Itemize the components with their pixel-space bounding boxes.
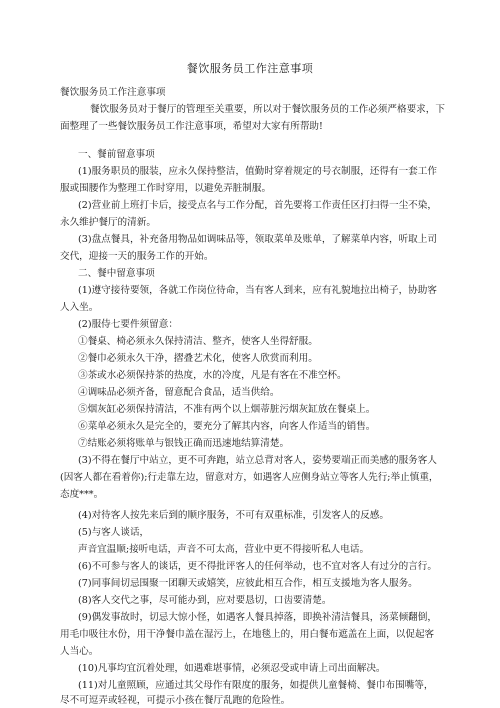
- paragraph-line: 永久维护餐厅的清新。: [60, 217, 156, 228]
- list-item: ⑦结账必须将账单与银钱正确而迅速地结算清楚。: [78, 438, 290, 449]
- list-item: ⑥菜单必须永久是完全的，要充分了解其内容，向客人作适当的销售。: [78, 421, 376, 432]
- paragraph-line: 尽不可逗弄或轻视，可提示小孩在餐厅乱跑的危险性。: [60, 695, 291, 706]
- list-item: ③茶或水必须保持茶的热度，水的冷度，凡是有客在不准空杯。: [78, 370, 347, 381]
- paragraph-line: (7)同事间切忌围聚一团聊天或嬉笑，应彼此相互合作，相互支援地为客人服务。: [78, 578, 418, 589]
- paragraph-line: 人入坐。: [60, 302, 99, 313]
- section-heading: 二、餐中留意事项: [78, 268, 155, 279]
- intro-line: 面整理了一些餐饮服务员工作注意事项，希望对大家有所帮助!: [60, 121, 323, 132]
- section-heading: 一、餐前留意事项: [78, 149, 155, 160]
- paragraph-line: (4)对待客人按先来后到的顺序服务，不可有双重标准，引发客人的反感。: [78, 510, 389, 521]
- list-item: ④调味品必须齐备，留意配合食品，适当供给。: [78, 387, 280, 398]
- paragraph-line: 服或围腰作为整理工作时穿用，以避免弄脏制服。: [60, 183, 272, 194]
- document-title: 餐饮服务员工作注意事项: [186, 62, 314, 75]
- paragraph-line: (1)服务职员的服装，应永久保持整洁，值勤时穿着规定的号衣制服，还得有一套工作: [78, 166, 437, 177]
- intro-line: 餐饮服务员对于餐厅的管理至关重要，所以对于餐饮服务员的工作必须严格要求，下: [90, 104, 445, 115]
- list-item: ①餐桌、椅必须永久保持清洁、整齐，使客人坐得舒服。: [78, 336, 318, 347]
- paragraph-line: (8)客人交代之事，尽可能办到，应对要恳切，口齿要清楚。: [78, 595, 332, 606]
- paragraph-line: (5)与客人谈话，: [78, 527, 150, 538]
- paragraph-line: (2)营业前上班打卡后，接受点名与工作分配，首先要将工作责任区打扫得一尘不染，: [78, 200, 437, 211]
- paragraph-line: (6)不可参与客人的谈话，更不得批评客人的任何举动，也不宜对客人有过分的言行。: [78, 561, 437, 572]
- paragraph-line: 态度***。: [60, 489, 104, 500]
- paragraph-line: (3)不得在餐厅中站立，更不可奔跑，站立总背对客人，姿势要端正而美感的服务客人: [78, 455, 437, 466]
- list-item: ⑤烟灰缸必须保持清洁，不准有两个以上烟蒂脏污烟灰缸放在餐桌上。: [78, 404, 376, 415]
- paragraph-line: 用毛巾吸往水份，用干净餐巾盖在湿污上，在地毯上的，用白餐布遮盖在上面，以促起客: [60, 629, 435, 640]
- paragraph-line: 声音宜温顺;接听电话，声音不可太高，营业中更不得接听私人电话。: [78, 544, 370, 555]
- list-item: ②餐巾必须永久干净，摺叠艺术化，使客人欣赏而利用。: [78, 353, 318, 364]
- paragraph-line: (因客人都在看着你);行走靠左边，留意对方，如遇客人应侧身站立等客人先行;举止慎重，: [60, 472, 439, 483]
- paragraph-line: (11)对儿童照顾，应通过其父母作有限度的服务，如提供儿童餐椅、餐巾布围嘴等，: [78, 680, 434, 691]
- subtitle: 餐饮服务员工作注意事项: [60, 87, 166, 98]
- paragraph-line: 人当心。: [60, 646, 99, 657]
- paragraph-line: (1)遵守接待要领，各就工作岗位待命，当有客人到来，应有礼貌地拉出椅子，协助客: [78, 285, 437, 296]
- paragraph-line: (3)盘点餐具，补充备用物品如调味品等，领取菜单及账单，了解菜单内容，听取上司: [78, 234, 437, 245]
- paragraph-line: (9)偶发事故时，切忌大惊小怪，如遇客人餐具掉落，即换补清洁餐具，汤菜倾翻倒，: [78, 612, 437, 623]
- paragraph-line: (2)服侍七要件须留意：: [78, 319, 178, 330]
- paragraph-line: (10)凡事均宜沉着处理，如遇难堪事情，必须忍受或申请上司出面解决。: [78, 663, 386, 674]
- paragraph-line: 交代，迎接一天的服务工作的开始。: [60, 251, 214, 262]
